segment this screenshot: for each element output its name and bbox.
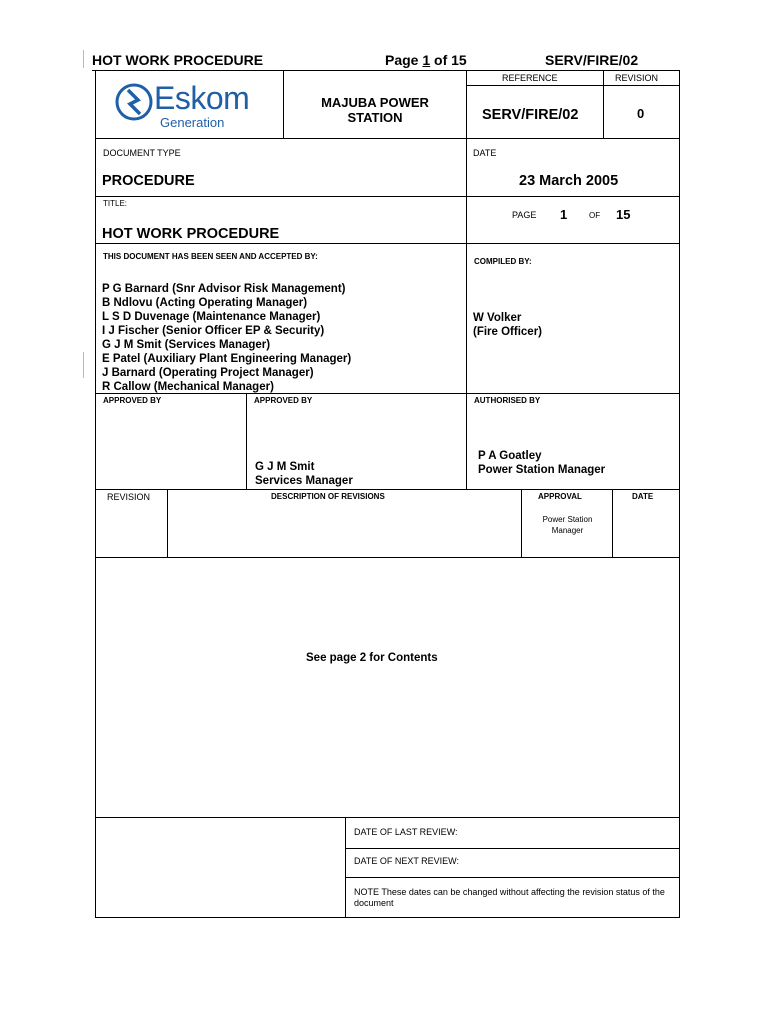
approved-by-2-role: Services Manager: [255, 475, 353, 487]
eskom-logo-icon: [114, 82, 154, 122]
eskom-logo-brand: Eskom: [154, 80, 250, 116]
page-prefix: Page: [385, 52, 423, 68]
date-column-label: DATE: [632, 492, 654, 501]
date-value: 23 March 2005: [519, 173, 619, 189]
approved-by-1-label: APPROVED BY: [103, 396, 162, 405]
accepted-names-list: [102, 282, 351, 394]
approval-value: Power Station Manager: [542, 515, 593, 535]
revision-column-label: REVISION: [107, 492, 151, 502]
last-review-label: DATE OF LAST REVIEW:: [354, 827, 458, 837]
page-value: 1: [560, 207, 568, 222]
accepted-name: J Barnard (Operating Project Manager): [102, 367, 314, 379]
contents-note: See page 2 for Contents: [306, 652, 438, 664]
eskom-logo: [112, 80, 272, 132]
reference-label: REFERENCE: [502, 73, 558, 83]
accepted-name: E Patel (Auxiliary Plant Engineering Manager): [102, 353, 352, 365]
review-note: NOTE These dates can be changed without affecting the revision status of the document: [354, 887, 665, 908]
approval-column-label: APPROVAL: [538, 492, 582, 501]
eskom-logo-sub: Generation: [160, 115, 225, 130]
accepted-name: B Ndlovu (Acting Operating Manager): [102, 297, 308, 309]
description-column-label: DESCRIPTION OF REVISIONS: [271, 492, 385, 501]
accepted-label: THIS DOCUMENT HAS BEEN SEEN AND ACCEPTED BY:: [103, 252, 318, 261]
accepted-name: G J M Smit (Services Manager): [102, 339, 271, 351]
document-header-code: SERV/FIRE/02: [545, 52, 639, 68]
compiled-name: W Volker: [473, 312, 522, 324]
document-type-value: PROCEDURE: [102, 173, 195, 189]
accepted-name: P G Barnard (Snr Advisor Risk Management): [102, 283, 346, 295]
approved-by-2-name: G J M Smit: [255, 461, 315, 473]
reference-value: SERV/FIRE/02: [482, 107, 579, 123]
page-suffix: of 15: [430, 52, 467, 68]
title-value: HOT WORK PROCEDURE: [102, 226, 280, 242]
compiled-role: (Fire Officer): [473, 326, 543, 338]
authorised-name: P A Goatley: [478, 450, 542, 462]
document-header-title: HOT WORK PROCEDURE: [92, 52, 264, 68]
authorised-role: Power Station Manager: [478, 464, 606, 476]
station-name: MAJUBA POWER STATION: [321, 95, 429, 125]
accepted-name: L S D Duvenage (Maintenance Manager): [102, 311, 321, 323]
of-value: 15: [616, 207, 631, 222]
accepted-name: I J Fischer (Senior Officer EP & Security): [102, 325, 325, 337]
compiled-label: COMPILED BY:: [474, 257, 532, 266]
authorised-by-label: AUTHORISED BY: [474, 396, 541, 405]
accepted-name: R Callow (Mechanical Manager): [102, 381, 274, 393]
revision-label: REVISION: [615, 73, 659, 83]
revision-value: 0: [637, 106, 645, 121]
title-label: TITLE:: [103, 199, 128, 208]
page-label: PAGE: [512, 210, 537, 220]
next-review-label: DATE OF NEXT REVIEW:: [354, 856, 460, 866]
date-label: DATE: [473, 148, 497, 158]
of-label: OF: [589, 211, 601, 220]
approved-by-2-label: APPROVED BY: [254, 396, 313, 405]
document-type-label: DOCUMENT TYPE: [103, 148, 181, 158]
page-indicator: [385, 52, 467, 68]
page-current: 1: [422, 52, 431, 68]
